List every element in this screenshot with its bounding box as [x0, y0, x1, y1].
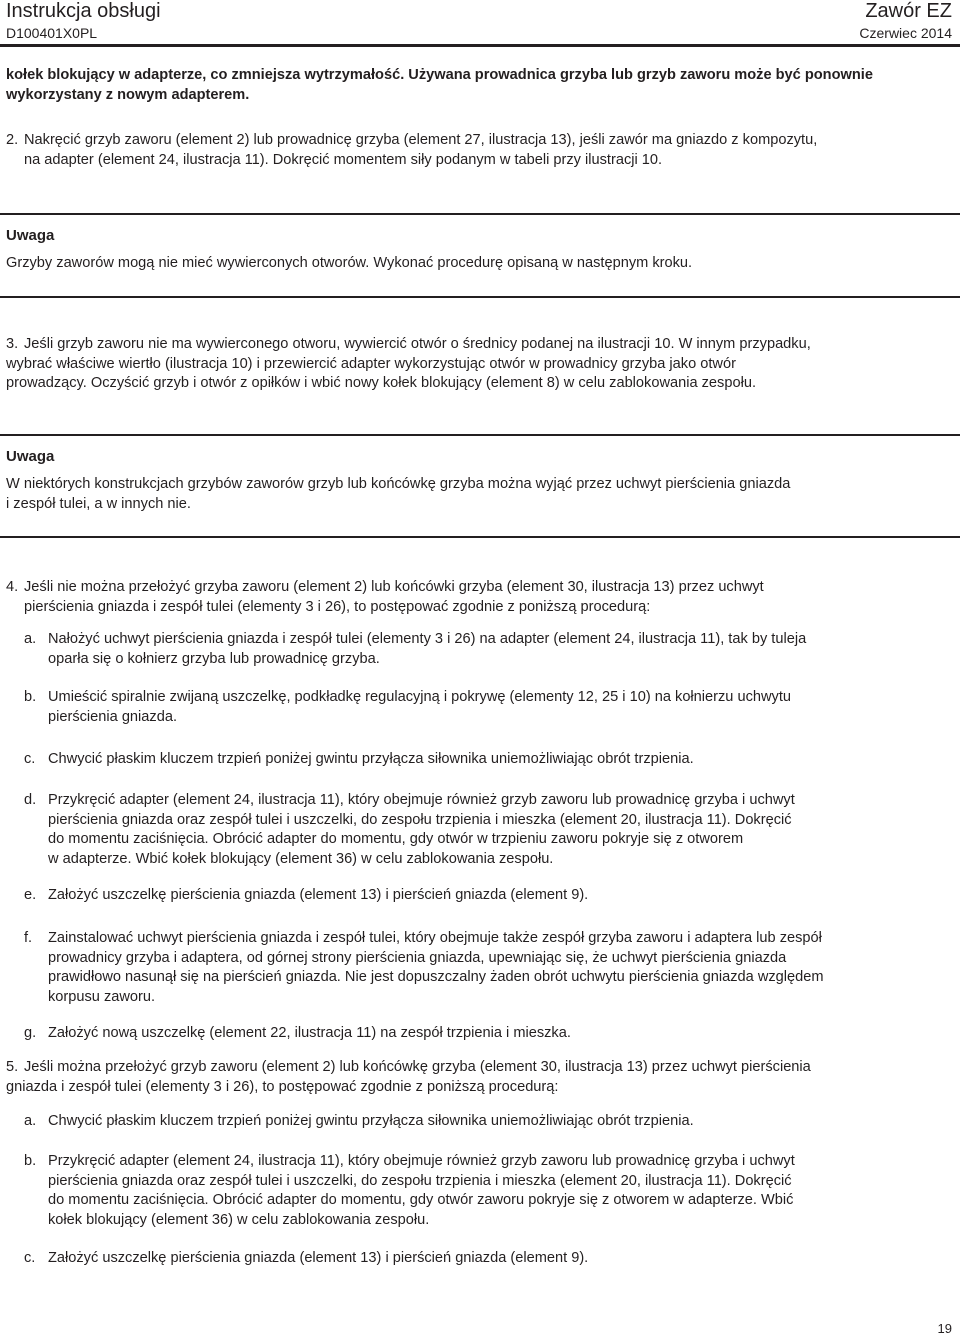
substep-label: b. — [24, 1153, 37, 1169]
step-number: 5. — [6, 1059, 19, 1075]
intro-line: wykorzystany z nowym adapterem. — [6, 86, 250, 103]
substep-item — [24, 791, 954, 869]
substep-line: Przykręcić adapter (element 24, ilustracja 11), który obejmuje również grzyb zaworu lub prowadnicę grzyba i uchwyt — [48, 1153, 795, 1169]
note-text — [6, 475, 790, 514]
substep-line: pierścienia gniazda oraz zespół tulei i uszczelki, do zespołu trzpienia i mieszka (element 20, ilustracja 11). Dokręcić — [48, 1172, 792, 1189]
document-code: D100401X0PL — [6, 25, 98, 41]
substep-line: Przykręcić adapter (element 24, ilustracja 11), który obejmuje również grzyb zaworu lub prowadnicę grzyba i uchwyt — [48, 792, 795, 808]
step-line: gniazda i zespół tulei (elementy 3 i 26), to postępować zgodnie z poniższą procedurą: — [6, 1078, 559, 1095]
substep-line: Założyć uszczelkę pierścienia gniazda (element 13) i pierścień gniazda (element 9). — [48, 887, 589, 903]
substep-line: oparła się o kołnierz grzyba lub prowadnicę grzyba. — [48, 650, 380, 667]
intro-paragraph — [6, 66, 873, 105]
substep-label: f. — [24, 930, 33, 946]
substep-item — [24, 1112, 954, 1132]
substep-label: c. — [24, 1250, 36, 1266]
substep-line: pierścienia gniazda. — [48, 708, 177, 725]
step-line: wybrać właściwe wiertło (ilustracja 10) i przewiercić adapter wykorzystując otwór w prowadnicy grzyba jako otwór — [6, 355, 736, 372]
header-right — [859, 0, 952, 42]
substep-label: a. — [24, 631, 37, 647]
substep-line: korpusu zaworu. — [48, 988, 156, 1005]
note-top-rule — [0, 434, 960, 436]
step-5 — [6, 1058, 956, 1097]
substep-item — [24, 1024, 954, 1044]
step-line: na adapter (element 24, ilustracja 11). Dokręcić momentem siły podanym w tabeli przy ilustracji 10. — [24, 151, 663, 168]
header-left — [6, 0, 161, 42]
substep-item — [24, 688, 954, 727]
substep-line: kołek blokujący (element 36) w celu zablokowania zespołu. — [48, 1211, 430, 1228]
substep-label: e. — [24, 887, 37, 903]
substep-line: do momentu zaciśnięcia. Obrócić adapter do momentu, gdy otwór w trzpieniu zaworu pokryje się z otworem — [48, 831, 744, 847]
note-line: W niektórych konstrukcjach grzybów zaworów grzyb lub końcówkę grzyba można wyjąć przez uchwyt pierścienia gniazda — [6, 476, 791, 492]
note-text: Grzyby zaworów mogą nie mieć wywierconych otworów. Wykonać procedurę opisaną w następnym kroku. — [6, 255, 693, 271]
header-rule — [0, 44, 960, 47]
note-bottom-rule — [0, 536, 960, 538]
substep-line: w adapterze. Wbić kołek blokujący (element 36) w celu zablokowania zespołu. — [48, 850, 554, 867]
note-title: Uwaga — [6, 227, 55, 244]
substep-line: Chwycić płaskim kluczem trzpień poniżej gwintu przyłącza siłownika uniemożliwiając obrót trzpienia. — [48, 1113, 694, 1129]
substep-line: Założyć uszczelkę pierścienia gniazda (element 13) i pierścień gniazda (element 9). — [48, 1250, 589, 1266]
substep-line: Nałożyć uchwyt pierścienia gniazda i zespół tulei (elementy 3 i 26) na adapter (element 24, ilustracja 11), tak by tuleja — [48, 631, 807, 647]
substep-label: a. — [24, 1113, 37, 1129]
step-number: 4. — [6, 579, 19, 595]
substep-item — [24, 1249, 954, 1269]
step-3 — [6, 335, 956, 394]
step-line: Jeśli nie można przełożyć grzyba zaworu (element 2) lub końcówki grzyba (element 30, ilustracja 13) przez uchwyt — [24, 579, 764, 595]
step-number: 3. — [6, 336, 19, 352]
document-date: Czerwiec 2014 — [859, 25, 952, 41]
substep-line: prowadnicy grzyba i adaptera, od górnej strony pierścienia gniazda, upewniając się, że uchwyt pierścienia gniazda — [48, 949, 787, 966]
step-line: pierścienia gniazda i zespół tulei (elementy 3 i 26), to postępować zgodnie z poniższą procedurą: — [24, 598, 651, 615]
step-line: Jeśli można przełożyć grzyb zaworu (element 2) lub końcówkę grzyba (element 30, ilustracja 13) przez uchwyt pierścienia — [24, 1059, 811, 1075]
substep-line: Umieścić spiralnie zwijaną uszczelkę, podkładkę regulacyjną i pokrywę (elementy 12, 25 i 10) na kołnierzu uchwytu — [48, 689, 792, 705]
intro-line: kołek blokujący w adapterze, co zmniejsza wytrzymałość. Używana prowadnica grzyba lub grzyb zaworu może być ponownie — [6, 67, 873, 83]
substep-label: d. — [24, 792, 37, 808]
substep-line: pierścienia gniazda oraz zespół tulei i uszczelki, do zespołu trzpienia i mieszka (element 20, ilustracja 11). Dokręcić — [48, 811, 792, 828]
step-line: prowadzący. Oczyścić grzyb i otwór z opiłków i wbić nowy kołek blokujący (element 8) w celu zablokowania zespołu. — [6, 375, 756, 391]
document-title: Instrukcja obsługi — [6, 0, 161, 22]
substep-line: do momentu zaciśnięcia. Obrócić adapter do momentu, gdy otwór zaworu pokryje się z otworem w adapterze. Wbić — [48, 1192, 794, 1208]
substep-line: prawidłowo nasunął się na pierścień gniazda. Nie jest dopuszczalny żaden obrót uchwytu pierścienia gniazda względem — [48, 969, 824, 985]
substep-label: b. — [24, 689, 37, 705]
substep-label: g. — [24, 1025, 37, 1041]
substep-line: Zainstalować uchwyt pierścienia gniazda i zespół tulei, który obejmuje także zespół grzyba zaworu i adaptera lub zespół — [48, 930, 822, 946]
step-4 — [6, 578, 956, 617]
note-title: Uwaga — [6, 448, 55, 465]
step-number: 2. — [6, 132, 19, 148]
substep-item — [24, 886, 954, 906]
substep-item — [24, 630, 954, 669]
note-bottom-rule — [0, 296, 960, 298]
page-number: 19 — [937, 1321, 952, 1336]
substep-item — [24, 750, 954, 770]
note-line: i zespół tulei, a w innych nie. — [6, 495, 191, 512]
step-line: Jeśli grzyb zaworu nie ma wywierconego otworu, wywiercić otwór o średnicy podanej na ilustracji 10. W innym przypadku, — [24, 336, 811, 352]
substep-label: c. — [24, 751, 36, 767]
product-name: Zawór EZ — [865, 0, 952, 22]
substep-item — [24, 1152, 954, 1230]
substep-line: Chwycić płaskim kluczem trzpień poniżej gwintu przyłącza siłownika uniemożliwiając obrót trzpienia. — [48, 751, 694, 767]
note-top-rule — [0, 213, 960, 215]
step-line: Nakręcić grzyb zaworu (element 2) lub prowadnicę grzyba (element 27, ilustracja 13), jeśli zawór ma gniazdo z kompozytu, — [24, 132, 818, 148]
step-2 — [6, 131, 956, 170]
substep-item — [24, 929, 954, 1007]
substep-line: Założyć nową uszczelkę (element 22, ilustracja 11) na zespół trzpienia i mieszka. — [48, 1025, 571, 1041]
